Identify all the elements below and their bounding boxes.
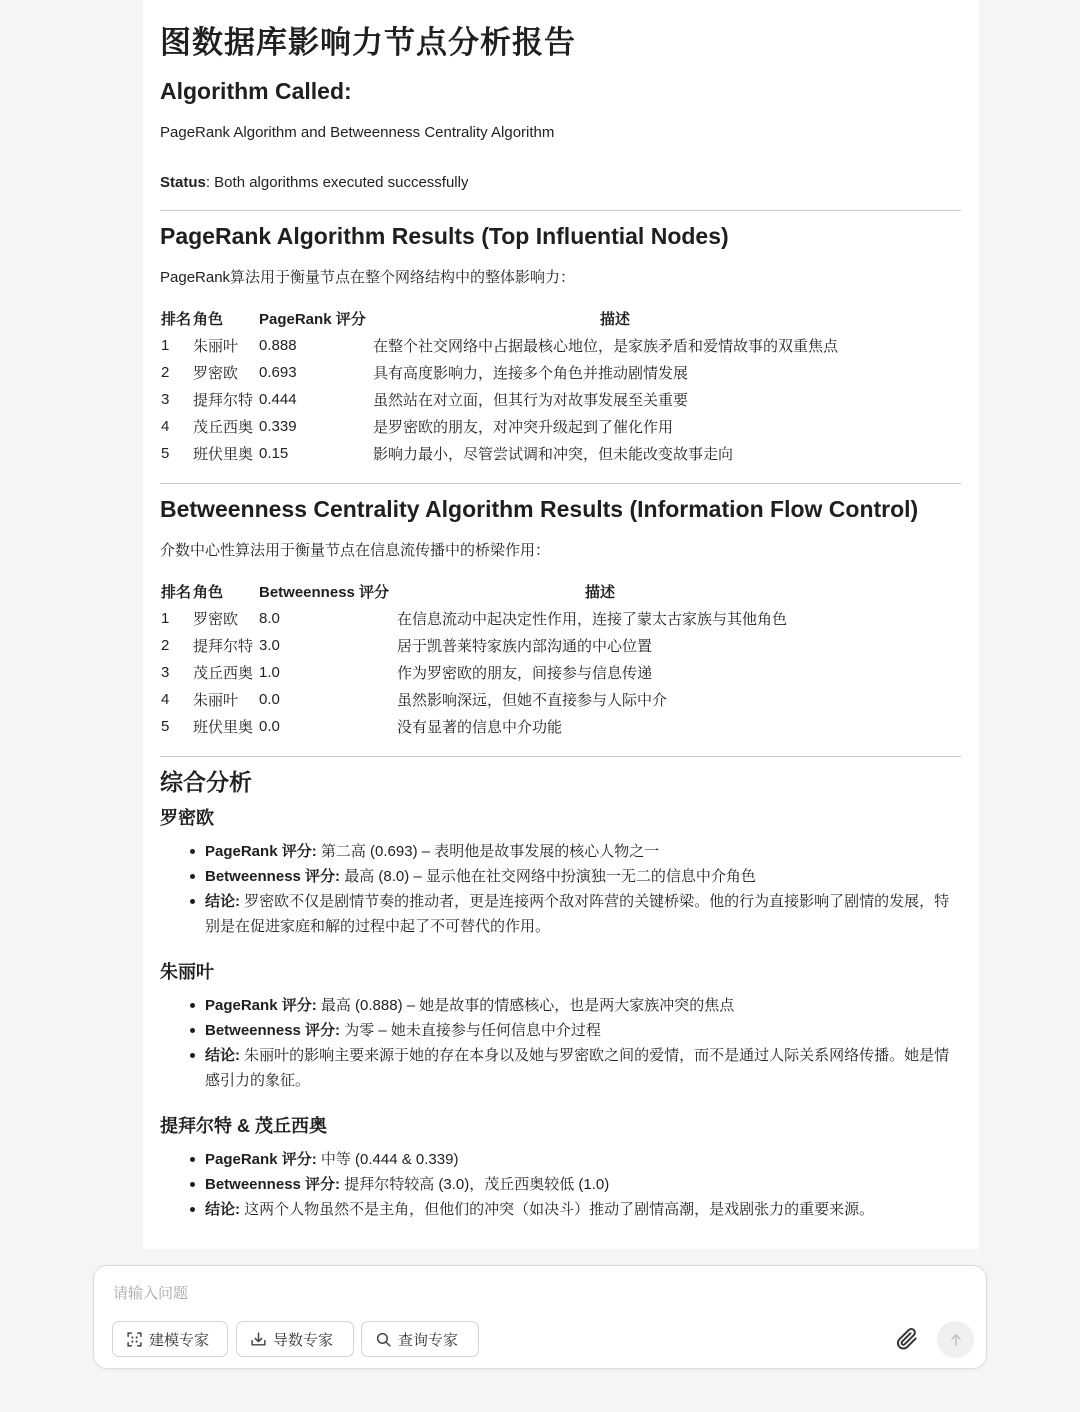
table-cell: 影响力最小，尽管尝试调和冲突，但未能改变故事走向 [373, 446, 734, 463]
bullet-text: 中等 (0.444 & 0.339) [316, 1151, 459, 1168]
bullet-list [160, 1147, 961, 1222]
divider [160, 483, 961, 484]
table-cell: 茂丘西奥 [193, 665, 254, 682]
list-item [205, 889, 961, 939]
table-cell: 在整个社交网络中占据最核心地位，是家族矛盾和爱情故事的双重焦点 [373, 338, 839, 355]
bullet-label: PageRank 评分: [205, 997, 317, 1014]
status-line [160, 172, 961, 194]
table-row [160, 386, 857, 413]
query-expert-button[interactable] [361, 1321, 479, 1357]
column-header: 排名 [161, 584, 192, 601]
table-cell: 8.0 [259, 610, 280, 627]
algorithm-text: PageRank Algorithm and Betweenness Centrality Algorithm [160, 124, 555, 141]
table-cell: 罗密欧 [193, 611, 239, 628]
list-item [205, 839, 961, 864]
bullet-text: 朱丽叶的影响主要来源于她的存在本身以及她与罗密欧之间的爱情，而不是通过人际关系网络传播。她是情感引力的象征。 [205, 1047, 950, 1089]
bullet-label: PageRank 评分: [205, 843, 317, 860]
list-item [205, 864, 961, 889]
list-item [205, 1018, 961, 1043]
bullet-text: 最高 (8.0) – 显示他在社交网络中扮演独一无二的信息中介角色 [340, 868, 756, 885]
betweenness-table [160, 578, 803, 740]
table-cell: 3 [161, 664, 170, 681]
bullet-label: 结论: [205, 1201, 240, 1218]
table-cell: 1 [161, 337, 170, 354]
import-expert-button[interactable] [236, 1321, 354, 1357]
chat-composer [93, 1265, 987, 1369]
analysis-subheading: 朱丽叶 [160, 962, 214, 982]
column-header: 角色 [193, 584, 224, 601]
list-item [205, 1197, 961, 1222]
bullet-text: 罗密欧不仅是剧情节奏的推动者，更是连接两个敌对阵营的关键桥梁。他的行为直接影响了剧情的发展，特别是在促进家庭和解的过程中起了不可替代的作用。 [205, 893, 950, 935]
list-item [205, 1147, 961, 1172]
table-row [160, 440, 857, 467]
table-cell: 茂丘西奥 [193, 419, 254, 436]
pagerank-heading: PageRank Algorithm Results (Top Influential Nodes) [160, 223, 729, 249]
bullet-list [160, 839, 961, 939]
table-cell: 居于凯普莱特家族内部沟通的中心位置 [397, 638, 653, 655]
modeling-icon [126, 1331, 143, 1348]
column-header: 描述 [584, 584, 615, 601]
table-row [160, 632, 803, 659]
bullet-label: 结论: [205, 893, 240, 910]
send-arrow-icon [949, 1333, 963, 1347]
list-item [205, 1172, 961, 1197]
page-title: 图数据库影响力节点分析报告 [160, 25, 576, 60]
bullet-text: 为零 – 她未直接参与任何信息中介过程 [340, 1022, 601, 1039]
table-row [160, 686, 803, 713]
bullet-text: 提拜尔特较高 (3.0)，茂丘西奥较低 (1.0) [340, 1176, 610, 1193]
table-cell: 5 [161, 718, 170, 735]
bullet-list [160, 993, 961, 1093]
status-text: : Both algorithms executed successfully [205, 174, 469, 191]
table-cell: 4 [161, 418, 170, 435]
table-cell: 0.888 [259, 337, 297, 354]
table-cell: 0.0 [259, 718, 280, 735]
algorithm-heading: Algorithm Called: [160, 78, 352, 104]
table-row [160, 713, 803, 740]
column-header: Betweenness 评分 [259, 584, 390, 601]
table-cell: 朱丽叶 [193, 338, 239, 355]
table-cell: 0.693 [259, 364, 297, 381]
chip-label: 建模专家 [149, 1331, 210, 1349]
table-cell: 作为罗密欧的朋友，间接参与信息传递 [397, 665, 653, 682]
chip-label: 查询专家 [398, 1331, 459, 1349]
table-cell: 提拜尔特 [193, 638, 254, 655]
table-cell: 0.339 [259, 418, 297, 435]
bullet-text: 最高 (0.888) – 她是故事的情感核心，也是两大家族冲突的焦点 [316, 997, 735, 1014]
question-input[interactable]: 请输入问题 [113, 1285, 189, 1302]
table-row [160, 413, 857, 440]
table-cell: 没有显著的信息中介功能 [397, 719, 563, 736]
send-button[interactable] [937, 1321, 974, 1358]
table-cell: 朱丽叶 [193, 692, 239, 709]
column-header: 排名 [161, 311, 192, 328]
divider [160, 210, 961, 211]
table-cell: 3.0 [259, 637, 280, 654]
column-header: 描述 [599, 311, 630, 328]
pagerank-intro: PageRank算法用于衡量节点在整个网络结构中的整体影响力： [160, 269, 576, 286]
bullet-text: 第二高 (0.693) – 表明他是故事发展的核心人物之一 [316, 843, 660, 860]
table-cell: 1.0 [259, 664, 280, 681]
chip-label: 导数专家 [273, 1331, 334, 1349]
betweenness-intro: 介数中心性算法用于衡量节点在信息流传播中的桥梁作用： [160, 542, 551, 559]
query-icon [375, 1331, 392, 1348]
table-cell: 1 [161, 610, 170, 627]
bullet-label: Betweenness 评分: [205, 1176, 341, 1193]
table-cell: 罗密欧 [193, 365, 239, 382]
bullet-text: 这两个人物虽然不是主角，但他们的冲突（如决斗）推动了剧情高潮，是戏剧张力的重要来源。 [240, 1201, 875, 1218]
table-cell: 3 [161, 391, 170, 408]
table-cell: 虽然站在对立面，但其行为对故事发展至关重要 [373, 392, 689, 409]
table-row [160, 659, 803, 686]
list-item [205, 993, 961, 1018]
list-item [205, 1043, 961, 1093]
table-cell: 2 [161, 637, 170, 654]
table-row [160, 332, 857, 359]
table-row [160, 605, 803, 632]
modeling-expert-button[interactable] [112, 1321, 228, 1357]
table-cell: 在信息流动中起决定性作用，连接了蒙太古家族与其他角色 [397, 611, 788, 628]
table-cell: 0.444 [259, 391, 297, 408]
import-icon [250, 1331, 267, 1348]
table-cell: 是罗密欧的朋友，对冲突升级起到了催化作用 [373, 419, 674, 436]
paperclip-icon[interactable] [894, 1326, 920, 1352]
table-cell: 虽然影响深远，但她不直接参与人际中介 [397, 692, 668, 709]
table-cell: 0.15 [259, 445, 289, 462]
pagerank-table [160, 305, 857, 467]
report-panel [143, 0, 979, 1249]
table-cell: 班伏里奥 [193, 446, 254, 463]
table-cell: 班伏里奥 [193, 719, 254, 736]
table-cell: 提拜尔特 [193, 392, 254, 409]
bullet-label: Betweenness 评分: [205, 1022, 341, 1039]
divider [160, 756, 961, 757]
status-label: Status [160, 174, 206, 191]
table-cell: 2 [161, 364, 170, 381]
bullet-label: 结论: [205, 1047, 240, 1064]
column-header: PageRank 评分 [259, 311, 366, 328]
bullet-label: Betweenness 评分: [205, 868, 341, 885]
betweenness-heading: Betweenness Centrality Algorithm Results (Information Flow Control) [160, 496, 919, 522]
table-cell: 0.0 [259, 691, 280, 708]
table-cell: 5 [161, 445, 170, 462]
table-row [160, 359, 857, 386]
analysis-heading: 综合分析 [160, 769, 252, 795]
analysis-subheading: 提拜尔特 & 茂丘西奥 [160, 1116, 328, 1136]
column-header: 角色 [193, 311, 224, 328]
analysis-subheading: 罗密欧 [160, 808, 214, 828]
table-cell: 具有高度影响力，连接多个角色并推动剧情发展 [373, 365, 689, 382]
bullet-label: PageRank 评分: [205, 1151, 317, 1168]
table-cell: 4 [161, 691, 170, 708]
